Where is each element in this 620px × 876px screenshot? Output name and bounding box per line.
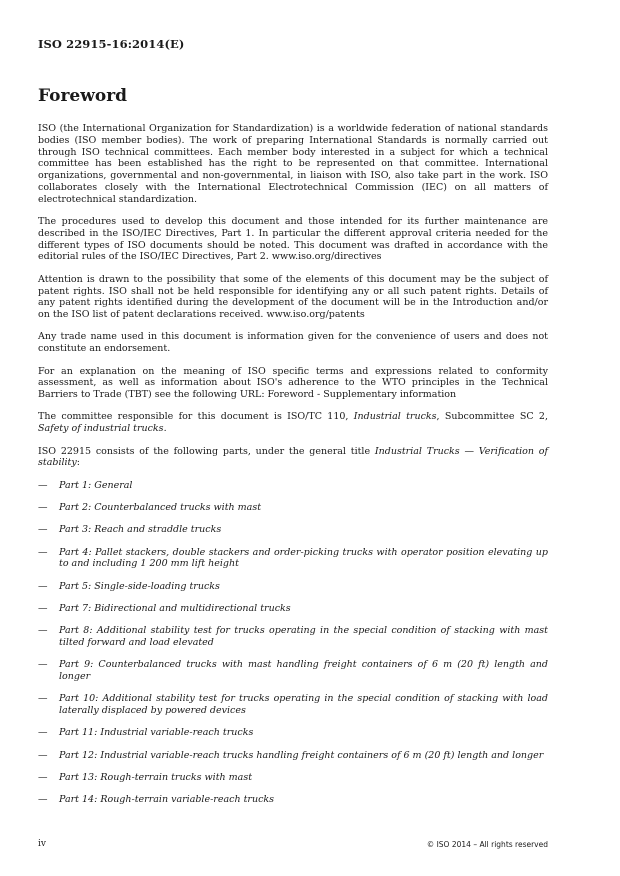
part-title: Part 8: Additional stability test for trucks operating in the special condition of stacking with mast tilted forward and load elevated — [59, 625, 548, 648]
part-title: Part 5: Single-side-loading trucks — [59, 580, 220, 592]
page-title: Foreword — [38, 86, 128, 106]
list-dash: — — [38, 749, 48, 761]
paragraph-committee — [38, 411, 548, 435]
list-dash: — — [38, 501, 48, 513]
part-title: Part 1: General — [59, 479, 133, 491]
list-dash: — — [38, 794, 48, 806]
list-item — [38, 625, 548, 649]
part-title: Part 7: Bidirectional and multidirectional trucks — [59, 602, 291, 614]
list-dash: — — [38, 580, 48, 592]
paragraph-procedures: The procedures used to develop this document and those intended for its further maintenance are described in the ISO/IEC Directives, Part 1. In particular the different approval criteria needed for the different types of ISO documents should be noted. This document was drafted in accordance with the editorial rules of the ISO/IEC Directives, Part 2. www.iso.org/directives — [38, 216, 548, 263]
list-item — [38, 772, 548, 784]
list-item — [38, 794, 548, 806]
list-dash: — — [38, 524, 48, 536]
part-title: Part 12: Industrial variable-reach trucks handling freight containers of 6 m (20 ft) length and longer — [59, 749, 544, 761]
committee-tc-name: Industrial trucks — [353, 411, 437, 423]
page-number: iv — [38, 839, 46, 849]
parts-list — [38, 480, 548, 807]
list-dash: — — [38, 659, 48, 671]
list-item — [38, 581, 548, 593]
list-item — [38, 524, 548, 536]
committee-middle: , Subcommittee SC 2, — [436, 411, 548, 423]
list-item — [38, 750, 548, 762]
list-item — [38, 659, 548, 683]
part-title: Part 13: Rough-terrain trucks with mast — [59, 772, 253, 784]
list-item — [38, 727, 548, 739]
list-dash: — — [38, 479, 48, 491]
paragraph-parts-intro — [38, 446, 548, 470]
paragraph-patents: Attention is drawn to the possibility that some of the elements of this document may be the subject of patent rights. ISO shall not be held responsible for identifying any or all such patent rights. Details of any patent rights identified during the development of the document will be in the Introduction and/or on the ISO list of patent declarations received. www.iso.org/patents — [38, 273, 548, 321]
part-title: Part 9: Counterbalanced trucks with mast handling freight containers of 6 m (20 ft) length and longer — [59, 659, 548, 683]
part-title: Part 10: Additional stability test for trucks operating in the special condition of stacking with load laterally displaced by powered devices — [59, 693, 548, 717]
part-title: Part 14: Rough-terrain variable-reach trucks — [59, 794, 275, 806]
list-dash: — — [38, 772, 48, 784]
part-title: Part 2: Counterbalanced trucks with mast — [59, 501, 262, 513]
list-dash: — — [38, 625, 48, 637]
paragraph-trade-name: Any trade name used in this document is information given for the convenience of users and does not constitute an endorsement. — [38, 331, 548, 355]
page-footer — [38, 839, 548, 850]
foreword-body — [38, 123, 548, 817]
part-title: Part 11: Industrial variable-reach trucks — [59, 727, 254, 739]
paragraph-iso-intro: ISO (the International Organization for Standardization) is a worldwide federation of national standards bodies (ISO member bodies). The work of preparing International Standards is normally carried out through ISO technical committees. Each member body interested in a subject for which a technical committee has been established has the right to be represented on that committee. International organizations, governmental and non-governmental, in liaison with ISO, also take part in the work. ISO collaborates closely with the International Electrotechnical Commission (IEC) on all matters of electrotechnical standardization. — [38, 123, 548, 205]
list-item — [38, 480, 548, 492]
paragraph-conformity: For an explanation on the meaning of ISO specific terms and expressions related to conformity assessment, as well as information about ISO's adherence to the WTO principles in the Technical Barriers to Trade (TBT) see the following URL: Foreword - Supplementary information — [38, 365, 548, 401]
committee-prefix: The committee responsible for this document is ISO/TC 110, — [38, 411, 354, 423]
list-item — [38, 547, 548, 571]
committee-suffix: . — [163, 423, 167, 435]
list-dash: — — [38, 727, 48, 739]
part-title: Part 4: Pallet stackers, double stackers and order-picking trucks with operator position elevating up to and including 1 200 mm lift height — [59, 546, 548, 570]
list-item — [38, 693, 548, 717]
list-dash: — — [38, 546, 48, 558]
parts-general-title: Industrial Trucks — Verification of stability — [38, 445, 548, 469]
parts-intro-suffix: : — [76, 457, 80, 469]
list-dash: — — [38, 693, 48, 705]
list-dash: — — [38, 602, 48, 614]
document-id-header: ISO 22915-16:2014(E) — [38, 37, 185, 51]
copyright-notice: © ISO 2014 – All rights reserved — [426, 840, 548, 849]
committee-sc-name: Safety of industrial trucks — [38, 423, 164, 435]
part-title: Part 3: Reach and straddle trucks — [59, 524, 222, 536]
list-item — [38, 603, 548, 615]
list-item — [38, 502, 548, 514]
parts-intro-prefix: ISO 22915 consists of the following parts, under the general title — [38, 445, 375, 457]
